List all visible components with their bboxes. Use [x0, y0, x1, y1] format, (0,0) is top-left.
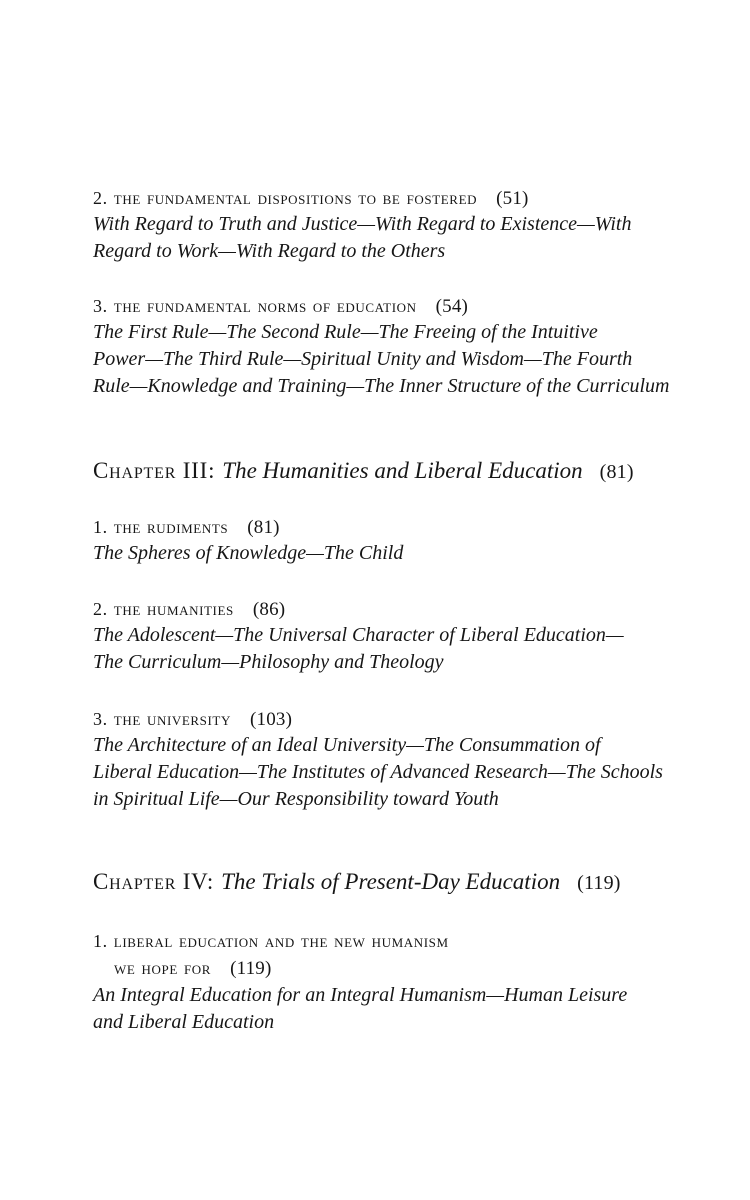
section-subtitle: [93, 622, 670, 676]
chapter-page-number: (81): [599, 461, 634, 483]
chapter-heading: [93, 454, 670, 489]
subtitle-line: The Spheres of Knowledge—The Child: [93, 542, 404, 564]
section-heading: [93, 597, 670, 622]
section-page-number: (103): [249, 709, 293, 730]
toc-entry: [93, 597, 670, 676]
section-heading-text: 3. the university: [93, 709, 231, 729]
subtitle-line: Liberal Education—The Institutes of Advanced Research—The Schools: [93, 761, 663, 783]
subtitle-line: Rule—Knowledge and Training—The Inner Structure of the Curriculum: [93, 375, 670, 397]
section-subtitle: [93, 540, 670, 567]
section-page-number: (51): [496, 188, 529, 209]
section-subtitle: [93, 732, 670, 813]
toc-entry: [93, 515, 670, 567]
chapter-page-number: (119): [577, 872, 621, 894]
subtitle-line: The Adolescent—The Universal Character of Liberal Education—: [93, 624, 624, 646]
subtitle-line: The Architecture of an Ideal University—The Consummation of: [93, 734, 601, 756]
toc-entry: [93, 186, 670, 265]
toc-entry: [93, 928, 670, 1036]
section-heading-text: 2. the fundamental dispositions to be fostered: [93, 188, 478, 208]
chapter-title: The Trials of Present-Day Education: [221, 869, 561, 894]
section-heading: [93, 186, 670, 211]
section-heading: [93, 707, 670, 732]
subtitle-line: Regard to Work—With Regard to the Others: [93, 240, 446, 262]
section-heading: [93, 928, 670, 955]
subtitle-line: and Liberal Education: [93, 1011, 275, 1033]
chapter-label: Chapter III:: [93, 458, 216, 483]
section-heading-text: 3. the fundamental norms of education: [93, 296, 417, 316]
section-heading-text: 1. liberal education and the new humanism: [93, 931, 449, 951]
chapter-heading: [93, 865, 670, 900]
section-heading: [93, 515, 670, 540]
section-subtitle: [93, 319, 670, 400]
subtitle-line: Power—The Third Rule—Spiritual Unity and Wisdom—The Fourth: [93, 348, 633, 370]
section-subtitle: [93, 211, 670, 265]
section-page-number: (119): [230, 958, 272, 979]
subtitle-line: With Regard to Truth and Justice—With Regard to Existence—With: [93, 213, 632, 235]
toc-entry: [93, 294, 670, 400]
toc-entry: [93, 707, 670, 813]
section-heading-text: 1. the rudiments: [93, 517, 229, 537]
subtitle-line: The First Rule—The Second Rule—The Freeing of the Intuitive: [93, 321, 598, 343]
chapter-title: The Humanities and Liberal Education: [222, 458, 583, 483]
section-heading-continued: [93, 955, 670, 982]
subtitle-line: The Curriculum—Philosophy and Theology: [93, 651, 444, 673]
section-heading-text: 2. the humanities: [93, 599, 234, 619]
section-heading: [93, 294, 670, 319]
subtitle-line: in Spiritual Life—Our Responsibility toward Youth: [93, 788, 499, 810]
section-heading-text: we hope for: [114, 958, 212, 978]
chapter-label: Chapter IV:: [93, 869, 215, 894]
section-subtitle: [93, 982, 670, 1036]
section-page-number: (81): [247, 517, 280, 538]
section-page-number: (54): [435, 296, 469, 317]
section-page-number: (86): [252, 599, 286, 620]
subtitle-line: An Integral Education for an Integral Humanism—Human Leisure: [93, 984, 628, 1006]
